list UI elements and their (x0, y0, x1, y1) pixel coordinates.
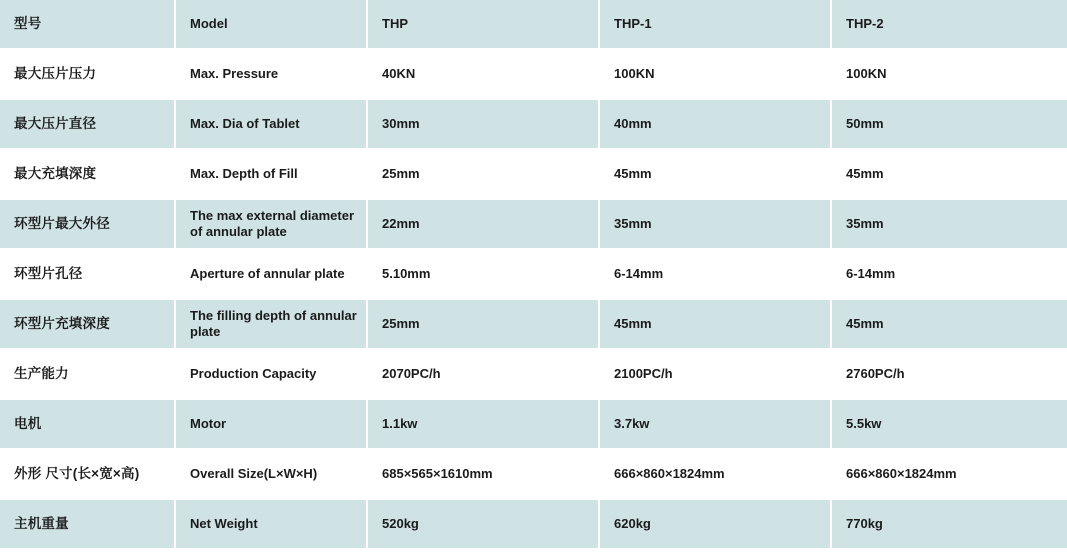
cell-label-cn (0, 499, 175, 549)
cell-label-en (175, 449, 367, 499)
cell-value-thp-text: 40KN (382, 66, 416, 82)
cell-value-thp2 (831, 49, 1067, 99)
cell-value-thp-text: 25mm (382, 166, 420, 182)
cell-label-cn (0, 249, 175, 299)
cell-value-thp-text: 30mm (382, 116, 420, 132)
cell-value-thp-text: 5.10mm (382, 266, 431, 282)
cell-label-en-text: Net Weight (190, 516, 258, 532)
cell-value-thp-text: 685×565×1610mm (382, 466, 493, 482)
table-row (0, 449, 1067, 499)
cell-value-thp2-text: 666×860×1824mm (846, 466, 957, 482)
cell-value-thp1 (599, 199, 831, 249)
cell-label-cn-text: 主机重量 (14, 516, 69, 532)
table-row (0, 249, 1067, 299)
cell-value-thp2-text: 5.5kw (846, 416, 882, 432)
table-row (0, 199, 1067, 249)
cell-value-thp1 (599, 299, 831, 349)
cell-label-cn (0, 49, 175, 99)
cell-value-thp2 (831, 399, 1067, 449)
cell-label-en-text: The max external diameter of annular plate (190, 208, 355, 239)
cell-label-cn (0, 149, 175, 199)
cell-value-thp2 (831, 0, 1067, 49)
cell-value-thp2-text: 35mm (846, 216, 884, 232)
cell-label-cn (0, 399, 175, 449)
cell-value-thp1 (599, 99, 831, 149)
cell-label-en-text: Motor (190, 416, 227, 432)
cell-value-thp1-text: 3.7kw (614, 416, 650, 432)
table-row (0, 299, 1067, 349)
cell-value-thp (367, 449, 599, 499)
cell-value-thp1 (599, 49, 831, 99)
cell-label-cn-text: 外形 尺寸(长×宽×高) (14, 466, 140, 482)
cell-value-thp2-text: 6-14mm (846, 266, 896, 282)
cell-value-thp1-text: THP-1 (614, 16, 652, 32)
cell-value-thp2-text: 50mm (846, 116, 884, 132)
cell-label-en (175, 99, 367, 149)
cell-label-cn-text: 最大压片直径 (14, 116, 97, 132)
cell-label-cn (0, 299, 175, 349)
cell-value-thp1-text: 6-14mm (614, 266, 664, 282)
cell-value-thp1 (599, 249, 831, 299)
cell-label-en (175, 399, 367, 449)
cell-value-thp1-text: 666×860×1824mm (614, 466, 725, 482)
cell-value-thp (367, 199, 599, 249)
cell-value-thp2-text: THP-2 (846, 16, 884, 32)
cell-value-thp2 (831, 249, 1067, 299)
cell-value-thp1-text: 45mm (614, 316, 652, 332)
cell-value-thp1-text: 35mm (614, 216, 652, 232)
cell-value-thp1-text: 2100PC/h (614, 366, 673, 382)
cell-label-en (175, 299, 367, 349)
cell-value-thp (367, 299, 599, 349)
cell-value-thp1-text: 40mm (614, 116, 652, 132)
cell-value-thp2 (831, 149, 1067, 199)
cell-label-en-text: Max. Dia of Tablet (190, 116, 300, 132)
cell-label-cn (0, 349, 175, 399)
cell-value-thp (367, 349, 599, 399)
cell-label-cn-text: 最大充填深度 (14, 166, 97, 182)
cell-label-cn-text: 环型片最大外径 (14, 216, 110, 232)
cell-value-thp2-text: 770kg (846, 516, 883, 532)
cell-label-en (175, 249, 367, 299)
cell-value-thp-text: THP (382, 16, 408, 32)
cell-value-thp1 (599, 499, 831, 549)
cell-label-en-text: Overall Size(L×W×H) (190, 466, 318, 482)
cell-value-thp1 (599, 0, 831, 49)
cell-value-thp2 (831, 99, 1067, 149)
cell-value-thp-text: 2070PC/h (382, 366, 441, 382)
cell-label-cn (0, 0, 175, 49)
cell-value-thp1 (599, 449, 831, 499)
table-row (0, 49, 1067, 99)
cell-value-thp (367, 0, 599, 49)
cell-value-thp (367, 99, 599, 149)
cell-value-thp2 (831, 449, 1067, 499)
cell-value-thp1 (599, 349, 831, 399)
cell-value-thp (367, 149, 599, 199)
cell-label-en (175, 149, 367, 199)
table-row (0, 349, 1067, 399)
cell-value-thp1 (599, 149, 831, 199)
cell-label-en-text: Aperture of annular plate (190, 266, 345, 282)
cell-value-thp (367, 249, 599, 299)
cell-value-thp1-text: 45mm (614, 166, 652, 182)
cell-label-cn-text: 型号 (14, 16, 42, 32)
cell-value-thp-text: 520kg (382, 516, 419, 532)
cell-label-cn (0, 449, 175, 499)
table-row (0, 0, 1067, 49)
table-row (0, 99, 1067, 149)
cell-value-thp1-text: 100KN (614, 66, 655, 82)
cell-value-thp1-text: 620kg (614, 516, 651, 532)
cell-label-cn (0, 99, 175, 149)
cell-value-thp1 (599, 399, 831, 449)
cell-label-en-text: Max. Depth of Fill (190, 166, 298, 182)
cell-value-thp-text: 1.1kw (382, 416, 418, 432)
cell-label-cn-text: 生产能力 (14, 366, 69, 382)
cell-label-en-text: Max. Pressure (190, 66, 279, 82)
table-row (0, 499, 1067, 549)
cell-label-en-text: The filling depth of annular plate (190, 308, 357, 339)
cell-label-cn-text: 最大压片压力 (14, 66, 97, 82)
cell-label-en (175, 199, 367, 249)
table-row (0, 399, 1067, 449)
cell-label-en-text: Model (190, 16, 228, 32)
table-row (0, 149, 1067, 199)
cell-label-en-text: Production Capacity (190, 366, 317, 382)
cell-value-thp-text: 25mm (382, 316, 420, 332)
cell-value-thp (367, 399, 599, 449)
cell-value-thp2 (831, 349, 1067, 399)
bottom-spacer (0, 550, 1067, 560)
cell-label-en (175, 499, 367, 549)
cell-value-thp2-text: 100KN (846, 66, 887, 82)
cell-value-thp2-text: 45mm (846, 316, 884, 332)
cell-label-cn (0, 199, 175, 249)
cell-label-cn-text: 电机 (14, 416, 42, 432)
cell-label-en (175, 349, 367, 399)
cell-value-thp-text: 22mm (382, 216, 420, 232)
cell-label-cn-text: 环型片孔径 (14, 266, 83, 282)
cell-label-en (175, 49, 367, 99)
cell-value-thp2-text: 2760PC/h (846, 366, 905, 382)
cell-value-thp2 (831, 499, 1067, 549)
cell-value-thp (367, 49, 599, 99)
cell-value-thp2 (831, 299, 1067, 349)
cell-value-thp2-text: 45mm (846, 166, 884, 182)
cell-label-en (175, 0, 367, 49)
cell-value-thp2 (831, 199, 1067, 249)
cell-value-thp (367, 499, 599, 549)
cell-label-cn-text: 环型片充填深度 (14, 316, 110, 332)
